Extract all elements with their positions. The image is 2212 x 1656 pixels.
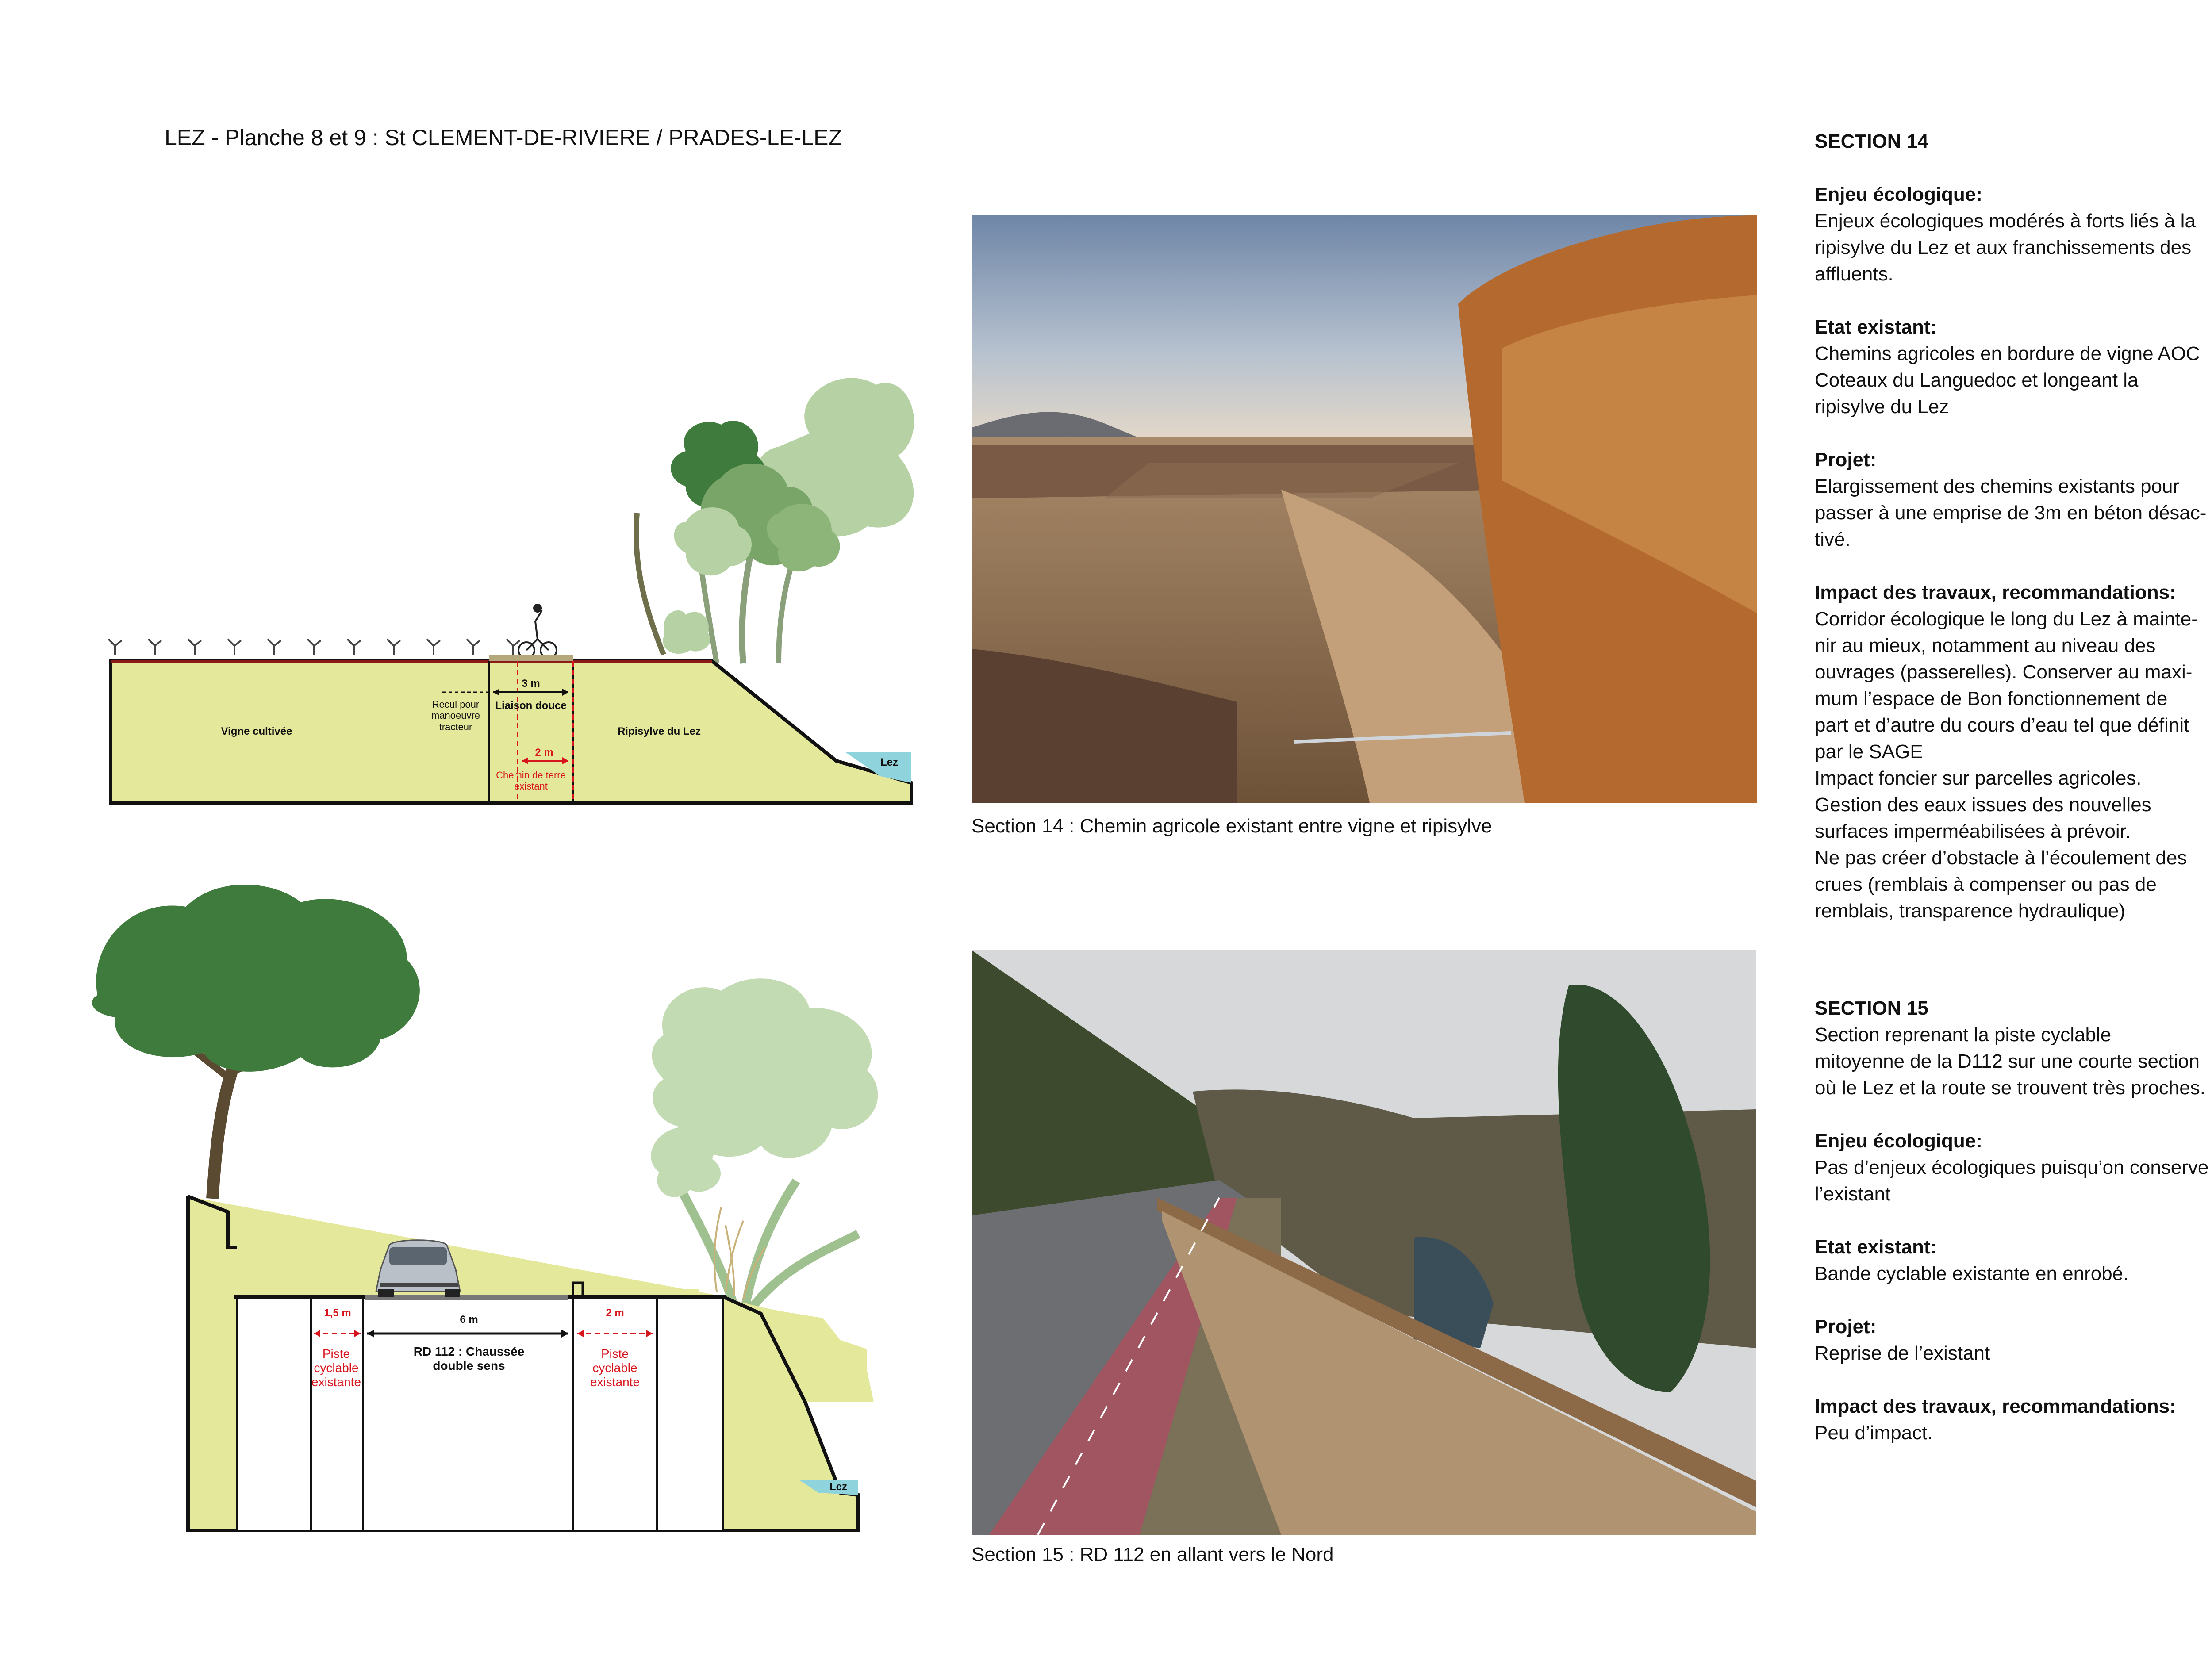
section15-projet-text: Reprise de l’existant (1815, 1342, 1990, 1364)
section14-text (1815, 128, 2212, 924)
caption-photo14: Section 14 : Chemin agricole existant entre vigne et ripisylve (972, 815, 1492, 837)
vine-row (108, 639, 520, 655)
caption-photo15: Section 15 : RD 112 en allant vers le Nord (972, 1544, 1334, 1565)
left-cycle-label: Piste cyclable existante (311, 1347, 361, 1389)
cyclist-figure (518, 605, 557, 658)
photo15-image (972, 950, 1756, 1535)
description-column (1815, 128, 2212, 1444)
photo-section15 (972, 950, 1756, 1535)
car-icon (376, 1240, 460, 1297)
section15-intro: Section reprenant la piste cyclable mitoyenne de la D112 sur une courte section où le Lez et la route se trouvent très proches. (1815, 1024, 2205, 1099)
photo14-image (972, 215, 1757, 803)
section14-projet-text: Elargissement des chemins existants pour passer à une emprise de 3m en béton désac- tivé. (1815, 475, 2207, 550)
right-cycle-label: Piste cyclable existante (590, 1347, 640, 1389)
section14-enjeu-text: Enjeux écologiques modérés à forts liés à la ripisylve du Lez et aux franchissements des affluents. (1815, 210, 2196, 285)
recul-label: Recul pour manoeuvre tracteur (431, 699, 480, 732)
chemin-terre-label: Chemin de terre existant (496, 770, 566, 792)
road-width: 6 m (460, 1314, 478, 1326)
section15-etat-text: Bande cyclable existante en enrobé. (1815, 1263, 2129, 1284)
section14-diagram-graphic (88, 345, 929, 814)
section14-etat-text: Chemins agricoles en bordure de vigne AOC Coteaux du Languedoc et longeant la ripisylve du Lez (1815, 343, 2200, 418)
vigne-label: Vigne cultivée (221, 725, 292, 737)
section14-impact-text: Corridor écologique le long du Lez à mainte- nir au mieux, notamment au niveau des ouvrages (passerelles). Conserver au maxi- mum l’espace de Bon fonctionnement de part et d’autre du cours d’eau tel que définit par le SAGE Impact foncier sur parcelles agricoles. Gestion des eaux issues des nouvelles surfaces imperméabilisées à prévoir. Ne pas créer d’obstacle à l’écoulement des crues (remblais à compenser ou pas de remblais, transparence hydraulique) (1815, 608, 2198, 922)
photo-section14 (972, 215, 1757, 803)
right-cycle-width: 2 m (606, 1307, 624, 1319)
liaison-douce-label: Liaison douce (495, 700, 567, 712)
section14-projet-heading: Projet: (1815, 449, 1877, 471)
section14-enjeu-heading: Enjeu écologique: (1815, 184, 1982, 205)
section15-enjeu-text: Pas d’enjeux écologiques puisqu’on conserve l’existant (1815, 1157, 2209, 1205)
section14-title: SECTION 14 (1815, 130, 1928, 152)
section14-etat-heading: Etat existant: (1815, 316, 1937, 338)
section15-diagram-graphic (71, 871, 911, 1552)
left-cycle-width: 1,5 m (324, 1307, 351, 1319)
lez-label-14: Lez (880, 756, 898, 768)
section15-projet-heading: Projet: (1815, 1316, 1877, 1338)
section14-impact-heading: Impact des travaux, recommandations: (1815, 582, 2176, 603)
section15-impact-text: Peu d’impact. (1815, 1422, 1933, 1444)
ripisylve-trees (636, 378, 914, 663)
section15-text (1815, 995, 2212, 1446)
section15-enjeu-heading: Enjeu écologique: (1815, 1130, 1982, 1152)
page-title: LEZ - Planche 8 et 9 : St CLEMENT-DE-RIVIERE / PRADES-LE-LEZ (165, 125, 842, 150)
section14-cross-section (88, 345, 929, 814)
path-width-2m: 2 m (535, 747, 553, 759)
ripisylve-label: Ripisylve du Lez (617, 725, 701, 737)
road-label: RD 112 : Chaussée double sens (413, 1345, 525, 1373)
path-width-3m: 3 m (522, 678, 540, 690)
section15-impact-heading: Impact des travaux, recommandations: (1815, 1395, 2176, 1417)
lez-label-15: Lez (829, 1481, 847, 1493)
section15-title: SECTION 15 (1815, 997, 1928, 1019)
section15-etat-heading: Etat existant: (1815, 1236, 1937, 1258)
pine-tree (92, 885, 420, 1199)
section15-cross-section (71, 871, 911, 1552)
